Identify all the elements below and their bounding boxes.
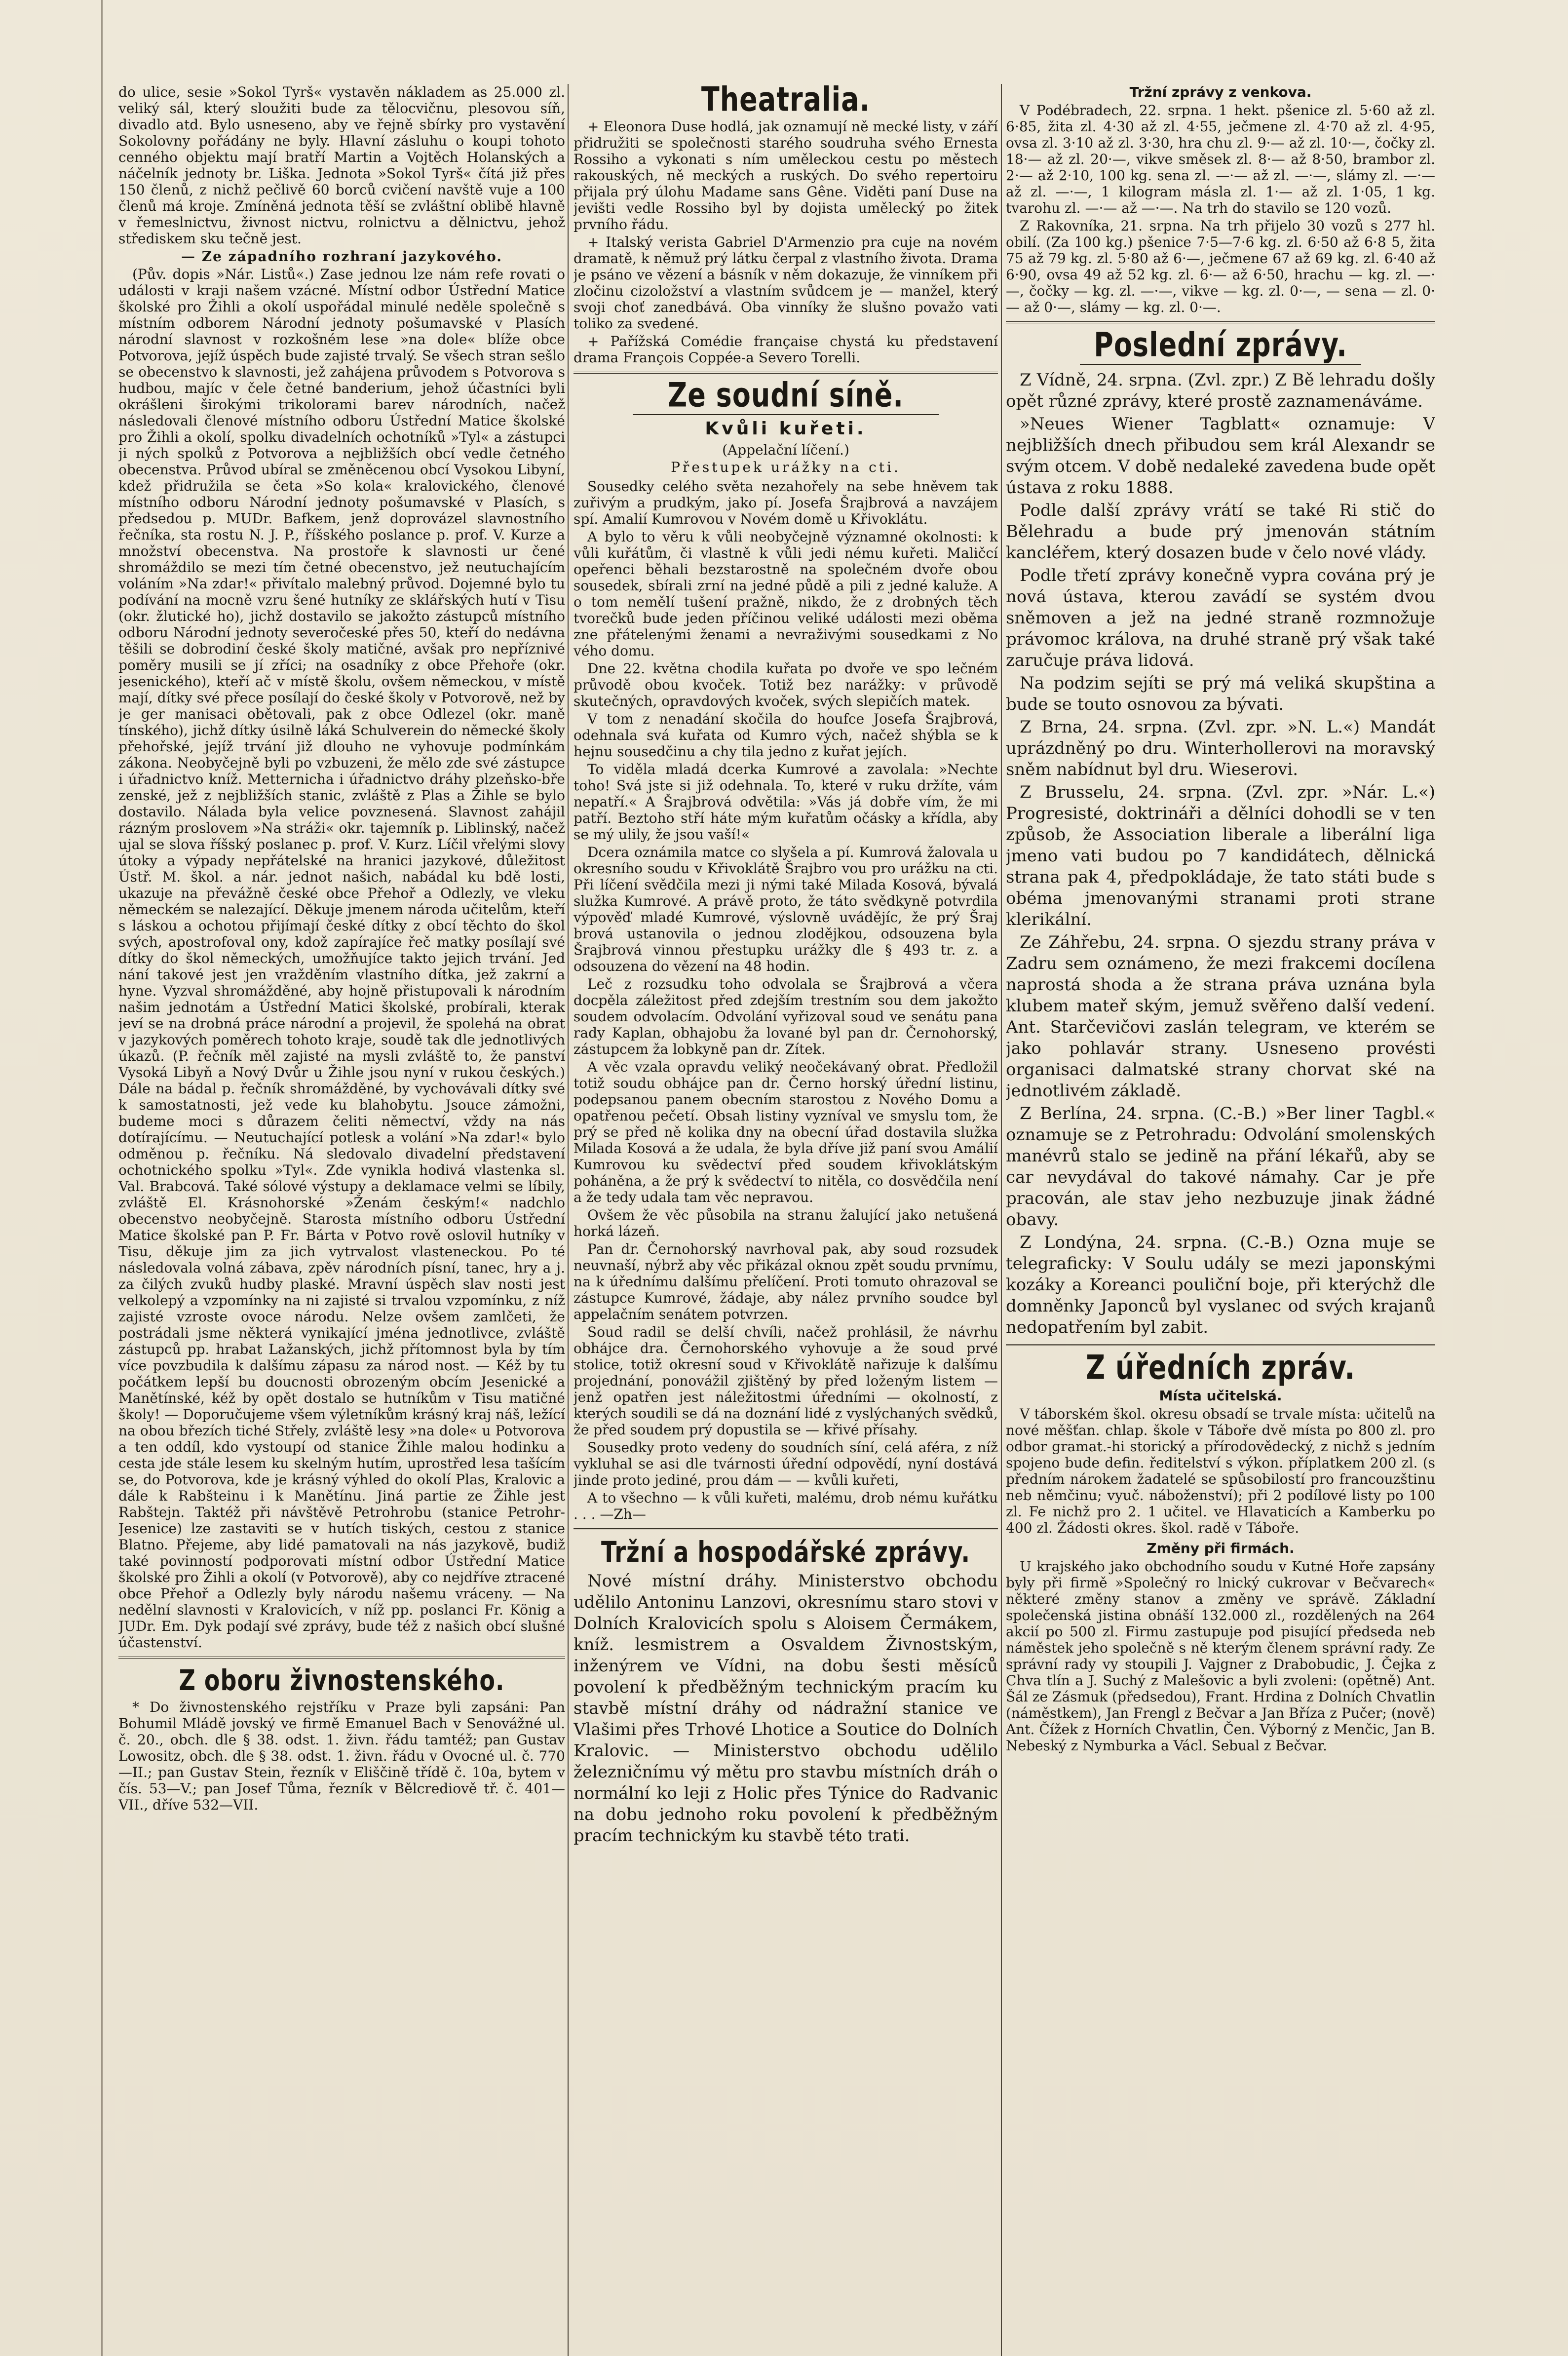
kureti-p11: Soud radil se delší chvíli, načež prohlásil, že návrhu obhájce dra. Černohorského vyhovuje a že soud prvé stolice, totiž okresní soud v Křivoklátě nařizuje k dalšímu projednání, ponovážil zjištěný by před loženým listem — jenž opatřen jest náležitostmi úředními — okolností, z kterých soudili se dá na doznání lidé z vyslýchaných svědků, že před soudem prý dopustila se — křivé přísahy. <box>574 1324 998 1438</box>
kureti-p6: Dcera oznámila matce co slyšela a pí. Kumrová žalovala u okresního soudu v Křivoklátě Šrajbro vou pro urážku na cti. Při líčení svědčila mezi ji nými také Milada Kosová, bývalá služka Kumrové. A právě proto, že táto svědkyně potvrdila výpověď mladé Kumrové, výslovně uvádějíc, že prý Šraj brová ustanovila o jednou zlodějkou, odsouzena byla Šrajbrová vinnou přestupku urážky dle § 493 tr. z. a odsouzena do vězení na 48 hodin. <box>574 844 998 974</box>
article-jazykove-body: (Pův. dopis »Nár. Listů«.) Zase jednou lze nám refe rovati o události v kraji našem vzácné. Místní odbor Ústřední Matice školské pro Žihli a okolí uspořádal minulé neděle společně s místním odborem Národní jednoty pošumavské v Plasích národní slavnost v rozkošném lese »na dole« blíže obce Potvorova, jejíž úspěch bude zajisté trvalý. Se všech stran sešlo se obecenstvo k slavnosti, jež zahájena průvodem s Potvorova s hudbou, majíc v čele četné banderium, jehož účastníci byli okrášleni širokými trikolorami barev národních, načež následovali členové místního odboru Ústřední Matice školské pro Žihli a okolí, spolku divadelních ochotníků »Tyl« a zástupci ji ných spolků z Potvorova a nejbližších obcí vedle četného obecenstva. Průvod ubíral se změněcenou obcí Vysokou Libyní, kdež přidružila se četa »So kola« kralovického, členové místního odboru Národní jednoty pošumavské v Plasích, s předsedou p. MUDr. Bafkem, jenž doprovázel slavnostního řečníka, sta rostu N. J. P., říšského poslance p. prof. V. Kurze a množství obecenstva. Na prostoře k slavnosti ur čené shromáždilo se mezi tím četné obecenstvo, jež neutuchajícím voláním »Na zdar!« přivítalo malebný průvod. Dojemné bylo tu podívání na mocně vzru šené hutníky ze sklářských hutí v Tisu (okr. žlutické ho), jichž dostavilo se jakožto zástupců místního odboru Národní jednoty severočeské přes 50, kteří do nedávna těšili se dobrodiní české školy matičné, avšak pro nepříznivé poměry musili se jí zříci; na osadníky z obce Přehoře (okr. jesenického), kteří ač v místě školu, ovšem německou, v místě mají, dítky své přece posílají do české školy v Potvorově, než by je ger manisaci obětovali, pak z obce Odlezel (okr. maně tínského), jichž dítky úsilně láká Schulverein do německé školy přehořské, jejíž trvání již dlouho ne vyhovuje podmínkám zákona. Neobyčejně byli po vzbuzeni, že mělo zde své zástupce i úřadnictvo kníž. Metternicha i úřadnictvo dráhy plzeňsko-bře zenské, jež z nejbližších stanic, zvláště z Plas a Žihle se bylo dostavilo. Nálada byla velice povznesená. Slavnost zahájil rázným proslovem »Na stráži« okr. tajemník p. Liblinský, načež ujal se slova říšský poslanec p. prof. V. Kurz. Líčil vřelými slovy útoky a výpady nepřátelské na hranici jazykové, důležitost Ústř. M. škol. a nár. jednot našich, nabádal ku bdě losti, ukazuje na převážně české obce Přehoř a Odlezly, ve vleku německém se nalezající. Děkuje jmenem národa učitelům, kteří s láskou a ochotou přijímají české dítky z obcí těchto do škol svých, apostrofoval ony, kdož zapírajíce řeč matky posílají své dítky do škol německých, umožňujíce takto jejich trvání. Jed nání takové jest jen vražděním vlastního dítka, jež zakrní a hyne. Vyzval shromážděné, aby hojně přistupovali k národním našim jednotám a Ústřední Matici školské, probírali, kterak jeví se na drobná práce národní a projevil, že spolehá na obrat v jazykových poměrech tohoto kraje, soudě tak dle jednotlivých úkazů. (P. řečník měl zajisté na mysli zvláště to, že panství Vysoká Libyň a Nový Dvůr u Žihle jsou nyní v rukou českých.) Dále na bádal p. řečník shromážděné, by vychovávali dítky své k samostatnosti, jež vede ku blahobytu. Jsouce zámožni, budeme moci s důrazem čeliti němectví, vždy na nás dotírajícímu. — Neutuchající potlesk a volání »Na zdar!« bylo odměnou p. řečníku. Ná sledovalo divadelní představení ochotnického spolku »Tyl«. Zde vynikla hodivá vlastenka sl. Val. Brabcová. Také sólové výstupy a deklamace velmi se líbily, zvláště El. Krásnohorské »Ženám českým!« nadchlo obecenstvo neobyčejně. Starosta místního odboru Ústřední Matice školské pan P. Fr. Bárta v Potvo rově oslovil hutníky v Tisu, děkuje jim za jich vytrvalost vlasteneckou. Po té následovala volná zábava, zpěv národních písní, tanec, hry a j. za čilých zvuků hudby plaské. Mravní úspěch slav nosti jest velkolepý a vzpomínky na ni zajisté si trvalou vzpomínku, z níž zajisté vzroste ovoce národu. Nelze ovšem zamlčeti, že postrádali jsme některá vynikající jména jednotlivce, zvláště zástupců pp. hrabat Lažanských, jichž přítomnost byla by tím více povzbudila k dalšímu zápasu za národ nost. — Kéž by tu počátkem lepší bu doucnosti obrozeným obcím Jesenické a Manětínské, kéž by opět dostalo se hutníkům v Tisu matičné školy! — Doporučujeme všem výletníkům krásný kraj náš, ležící na obou březích tiché Střely, zvláště lesy »na dole« u Potvorova a ten oddíl, kdo vystoupí od stanice Žihle malou hodinku a cesta jde stále lesem ku skelným hutím, uprostřed lesa tašícím se, do Potvorova, kde je krásný výhled do okolí Plas, Kralovic a dále k Rabšteinu i k Manětínu. Jiná partie ze Žihle jest Rabštejn. Taktéž při návštěvě Petrohrobu (stanice Petrohr-Jesenice) lze zastaviti se v hutích tiských, cestou z stanice Blatno. Přejeme, aby lidé pamatovali na nás jazykově, budiž také povinností podporovati místní odbor Ústřední Matice školské pro Žihli a okolí (v Potvorově), aby co nejdříve ztracené obce Přehoř a Odlezly byly národu našemu vráceny. — Na nedělní slavnosti v Kralovicích, v níž pp. poslanci Fr. König a JUDr. Em. Dyk podají své zprávy, bude též z našich obcí slušné účastenství. <box>118 266 565 1651</box>
zpravy-skupstina: Na podzim sejíti se prý má veliká skupština a bude se touto osnovou za bývati. <box>1006 673 1435 714</box>
article-subtitle-prestupek: Přestupek urážky na cti. <box>671 459 901 475</box>
article-subtitle-appelace: (Appelační líčení.) <box>722 442 849 458</box>
kureti-p8: A věc vzala opravdu veliký neočekávaný obrat. Předložil totiž soudu obhájce pan dr. Černo horský úřední listinu, podepsanou panem obecním starostou z Nového Domu a opatřenou pečetí. Obsah listiny vyzníval ve smyslu tom, že prý se před ně kolika dny na obecní úřad dostavila služka Milada Kosová a že udala, že byla dříve již paní svou Amálií Kumrovou ku svědectví před soudem křivoklátským poháněna, a že prý k svědectví to nitěla, co dosvědčila není a že tedy udala tam věc nepravou. <box>574 1059 998 1205</box>
theatralia-duse: + Eleonora Duse hodlá, jak oznamují ně mecké listy, v září přidružiti se společnosti starého soudruha svého Ernesta Rossiho a vykonati s ním uměleckou cestu po městech rakouských, ně meckých a ruských. Do svého repertoiru přijala prý úlohu Madame sans Gêne. Viděti paní Duse na jevišti vedle Rossiho byl by dojista umělecký po žitek prvního řádu. <box>574 118 998 232</box>
venkov-rakovnik: Z Rakovníka, 21. srpna. Na trh přijelo 30 vozů s 277 hl. obilí. (Za 100 kg.) pšenice 7·5—7·6 kg. zl. 6·50 až 6·8 5, žita 75 až 79 kg. zl. 5·80 až 6·—, ječmene 67 až 69 kg. zl. 6·40 až 6·90, ovsa 49 až 52 kg. zl. 6·— až 6·50, hrachu — kg. zl. —·—, čočky — kg. zl. —·—, vikve — kg. zl. 0·—, — sena — zl. 0·— až 0·—, slámy — kg. zl. 0·—. <box>1006 218 1435 315</box>
zpravy-brno: Z Brna, 24. srpna. (Zvl. zpr. »N. L.«) Mandát uprázdněný po dru. Winterhollerovi na moravský sněm nabídnut byl dru. Wieserovi. <box>1006 717 1435 779</box>
section-heading-theatralia: Theatralia. <box>701 84 871 119</box>
uradni-mista: V táborském škol. okresu obsadí se trvale místa: učitelů na nové měšťan. chlap. škole v Táboře dvě místa po 800 zl. pro odbor gramat.-hi storický a přírodovědecký, z nichž s jedním spojeno bude defin. ředitelství s výkon. příplatkem 200 zl. (s předním nárokem žadatelé se spůsobilostí pro francouzštinu neb němčinu; vyuč. náboženství); při 2 podílové listy po 100 zl. Fe nichž pro 2. 1 učitel. ve Hlavaticích a Kamberku po 400 zl. Žádosti okres. škol. radě v Táboře. <box>1006 1406 1435 1536</box>
zpravy-ustava: Podle třetí zprávy konečně vypra cována prý je nová ústava, kterou zavádí se systém dvou sněmoven a jež na jedné straně rozmnožuje právomoc králova, na druhé straně prý však také zaručuje práva lidová. <box>1006 566 1435 670</box>
kureti-p5: To viděla mladá dcerka Kumrové a zavolala: »Nechte toho! Svá jste si již odehnala. To, které v ruku držíte, vám nepatří.« A Šrajbrová odvětila: »Vás já dobře vím, že mi patří. Beztoho stří háte mým kuřatům očásky a křídla, aby se mý ulily, že jsou vaší!« <box>574 761 998 843</box>
section-divider <box>118 1657 565 1659</box>
section-divider <box>574 372 998 374</box>
kureti-p3: Dne 22. května chodila kuřata po dvoře ve spo lečném průvodě obou kvoček. Totiž bez narážky: v průvodě skutečných, opravdových kvoček, svých slepičích matek. <box>574 660 998 709</box>
zpravy-viden: Z Vídně, 24. srpna. (Zvl. zpr.) Z Bě lehradu došly opět různé zprávy, které prostě zaznamenáváme. <box>1006 370 1435 411</box>
kureti-p10: Pan dr. Černohorský navrhoval pak, aby soud rozsudek neuvnaší, nýbrž aby věc přikázal oknou zpět soudu prvnímu, na k úřednímu dalšímu přelíčení. Proti tomuto ohrazoval se zástupce Kumrové, žádaje, aby nález prvního soudce byl appelačním senátem potvrzen. <box>574 1241 998 1322</box>
zpravy-ristic: Podle další zprávy vrátí se také Ri stič do Bělehradu a bude prý jmenován státním kancléřem, který dosazen bude v čelo nové vlády. <box>1006 501 1435 563</box>
section-divider <box>1006 321 1435 323</box>
kureti-p13: A to všechno — k vůli kuřeti, malému, drob nému kuřátku . . . —Zh— <box>574 1490 998 1522</box>
article-jazykove-title: — Ze západního rozhraní jazykového. <box>181 248 503 265</box>
column-middle <box>574 84 998 2356</box>
zpravy-londyn: Z Londýna, 24. srpna. (C.-B.) Ozna muje se telegraficky: V Soulu udály se mezi japonskými kozáky a Koreanci pouliční boje, při kterýchž dle domněnky Japonců byl vyslanec od svých krajanů nedopatřením byl zabit. <box>1006 1233 1435 1337</box>
kureti-p4: V tom z nenadání skočila do houfce Josefa Šrajbrová, odehnala svá kuřata od Kumro vých, načež shýbla se k hejnu sousedčinu a chy tila jedno z kuřat jejích. <box>574 711 998 760</box>
article-zivnost-body: * Do živnostenského rejstříku v Praze byli zapsáni: Pan Bohumil Mládě jovský ve firmě Emanuel Bach v Senovážné ul. č. 20., obch. dle § 38. odst. 1. živn. řádu tamtéž; pan Gustav Lowositz, obch. dle § 38. odst. 1. živn. řádu v Ovocné ul. č. 770—II.; pan Gustav Stein, řezník v Eliščině třídě č. 10a, bytem v čís. 53—V.; pan Josef Tůma, řezník v Bělcrediově tř. č. 401—VII., dříve 532—VII. <box>118 1699 565 1813</box>
kureti-p7: Leč z rozsudku toho odvolala se Šrajbrová a včera docpěla záležitost před zdejším trestním sou dem jakožto soudem odvolacím. Odvolání vyřizoval soud ve senátu pana rady Kaplan, obhajobu ža lované byl pan dr. Černohorský, zástupcem ža lobkyně pan dr. Zítek. <box>574 976 998 1057</box>
zpravy-tagblatt: »Neues Wiener Tagblatt« oznamuje: V nejbližších dnech přibudou sem král Alexandr se svým otcem. V době nedaleké zavedena bude opět ústava z roku 1888. <box>1006 414 1435 498</box>
section-heading-trzni: Tržní a hospodářské zprávy. <box>601 1535 970 1569</box>
column-left <box>118 84 565 2356</box>
venkov-podebrady: V Podébradech, 22. srpna. 1 hekt. pšenice zl. 5·60 až zl. 6·85, žita zl. 4·30 až zl. 4·55, ječmene zl. 4·70 až zl. 4·95, ovsa zl. 3·10 až zl. 3·30, hra chu zl. 9·— až zl. 10·—, čočky zl. 18·— až zl. 20·—, vikve směsek zl. 8·— až 8·50, brambor zl. 2·— až 2·10, 100 kg. sena zl. —·— až zl. —·—, slámy zl. —·— až zl. —·—, 1 kilogram másla zl. 1·— až zl. 1·05, 1 kg. tvarohu zl. —·— až —·—. Na trh do stavilo se 120 vozů. <box>1006 102 1435 216</box>
article-sokol-paragraph: do ulice, sesie »Sokol Tyrš« vystavěn nákladem as 25.000 zl. veliký sál, který sloužiti bude za tělocvičnu, plesovou síň, divadlo atd. Bylo usneseno, aby ve řejně sbírky pro vystavění Sokolovny pořádány ne byly. Hlavní zásluhu o koupi tohoto cenného objektu mají bratří Martin a Vojtěch Holanských a náčelník jednoty br. Liška. Jednota »Sokol Tyrš« čítá již přes 150 členů, z nichž pečlivě 60 borců cvičení navště vuje a 100 členů má kroje. Zmíněná jednota těší se zvláštní oblibě hlavně v řemeslnictvu, živnost nictvu, rolnictvu a dělnictvu, jehož střediskem sku tečně jest. <box>118 84 565 247</box>
column-right <box>1006 84 1435 2356</box>
zpravy-brussel: Z Brusselu, 24. srpna. (Zvl. zpr. »Nár. L.«) Progresisté, doktrináři a dělníci dohodli se v ten způsob, že Association liberale a liberální liga jmeno vati budou po 7 kandidátech, dělnická strana pak 4, předpokládaje, že tato státi bude s obéma jmenovanými stranami proti strane klerikální. <box>1006 782 1435 929</box>
subheading-mista-ucitelska: Místa učitelská. <box>1159 1388 1282 1404</box>
section-heading-trzni-venkov: Tržní zprávy z venkova. <box>1129 84 1312 100</box>
theatralia-armenzio: + Italský verista Gabriel D'Armenzio pra cuje na novém dramatě, k němuž prý látku čerpal z vlastního života. Drama je psáno ve vězení a básník v něm dokazuje, že vinníkem při zločinu cizoložství a vlastním svůdcem je — manžel, který svoji choť zanedbává. Oba vinníky že slušno považo vati toliko za svedené. <box>574 234 998 332</box>
kureti-p1: Sousedky celého světa nezahořely na sebe hněvem tak zuřivým a prudkým, jako pí. Josefa Šrajbrová a navzájem spí. Amalií Kumrovou v Novém domě u Křivoklátu. <box>574 478 998 527</box>
theatralia-comedie: + Pařížská Comédie française chystá ku představení drama François Coppée-a Severo Torelli. <box>574 333 998 366</box>
uradni-firmy: U krajského jako obchodního soudu v Kutné Hoře zapsány byly při firmě »Společný ro lnický cukrovar v Bečvarech« některé změny stanov a změny ve správě. Základní společenská jistina obnáší 132.000 zl., rozdělených na 264 akcií po 500 zl. Firmu zastupuje pod pisující předseda neb náměstek jeho společně s ně kterým členem správní rady. Ze správní rady vy stoupili J. Vajgner z Drabobudic, J. Čejka z Chva tlín a J. Suchý z Malešovic a byli zvoleni: (opětně) Ant. Šál ze Zásmuk (předsedou), Frant. Hrdina z Dolních Chvatlin (náměstkem), Jan Frengl z Bečvar a Jan Bříza z Pučer; (nově) Ant. Čížek z Horních Chvatlin, Čen. Výborný z Menčic, Jan B. Nebeský z Nymburka a Václ. Sebual z Bečvar. <box>1006 1558 1435 1754</box>
section-heading-posledni: Poslední zprávy. <box>1094 325 1347 364</box>
kureti-p9: Ovšem že věc působila na stranu žalující jako netušená horká lázeň. <box>574 1207 998 1239</box>
trzni-mistni-drahy: Nové místní dráhy. Ministerstvo obchodu udělilo Antoninu Lanzovi, okresnímu staro stovi v Dolních Kralovicích spolu s Aloisem Čermákem, kníž. lesmistrem a Osvaldem Živnostským, inženýrem ve Vídni, na dobu šesti měsíců povolení k předběžným technickým pracím ku stavbě místní dráhy od nádražní stanice ve Vlašimi přes Trhové Lhotice a Soutice do Dolních Kralovic. — Ministerstvo obchodu udělilo železničnímu vý mětu pro stavbu místních dráh o normální ko leji z Holic přes Týnice do Radvanic na dobu jednoho roku povolení k předběžným pracím technickým ku stavbě této trati. <box>574 1571 998 1846</box>
section-heading-zivnost: Z oboru živnostenského. <box>179 1663 505 1697</box>
zpravy-berlin: Z Berlína, 24. srpna. (C.-B.) »Ber liner Tagbl.« oznamuje se z Petrohradu: Odvolání smolenských manévrů stalo se jedině na přání lékařů, aby se car nevydával do takové námahy. Car je pře pracován, ale stav jeho nezbuzuje jinak žádné obavy. <box>1006 1104 1435 1230</box>
binding-edge <box>101 0 103 2356</box>
column-rule-1 <box>568 84 569 2356</box>
section-divider <box>574 1528 998 1530</box>
subheading-zmeny-firmy: Změny při firmách. <box>1147 1540 1295 1556</box>
zpravy-zahreb: Ze Záhřebu, 24. srpna. O sjezdu strany práva v Zadru sem oznámeno, že mezi frakcemi docílena naprostá shoda a že strana práva uznána byla klubem mateř ským, jemuž svěřeno další vedení. Ant. Starčevičovi zaslán telegram, ve kterém se jako pohlavár strany. Usneseno provésti organisaci dalmatské strany chorvat ské na jednotlivém základě. <box>1006 932 1435 1101</box>
section-heading-uradnich: Z úředních zpráv. <box>1086 1348 1355 1387</box>
column-rule-2 <box>1001 84 1002 2356</box>
section-divider <box>1006 1344 1435 1346</box>
section-heading-soudni: Ze soudní síně. <box>668 376 904 415</box>
kureti-p12: Sousedky proto vedeny do soudních síní, celá aféra, z níž vykluhal se asi dle tvárnosti úřední odpovědí, nyní dostává jinde proto jediné, prou dám — — kvůli kuřeti, <box>574 1439 998 1488</box>
kureti-p2: A bylo to věru k vůli neobyčejně významné okolnosti: k vůli kuřátům, či vlastně k vůli jedi nému kuřeti. Maličcí opeřenci běhali bezstarostně na společném dvoře obou sousedek, sbírali zrní na jedné půdě a pili z jedné kaluže. A o tom nemělí tušení pražně, nikdo, že z drobných těch tvorečků bude jeden příčinou veliké události mezi oběma zne přátelenými ženami a nevraživými sousedkami z No vého domu. <box>574 529 998 659</box>
article-title-kvuli-kureti: Kvůli kuřeti. <box>705 419 867 439</box>
